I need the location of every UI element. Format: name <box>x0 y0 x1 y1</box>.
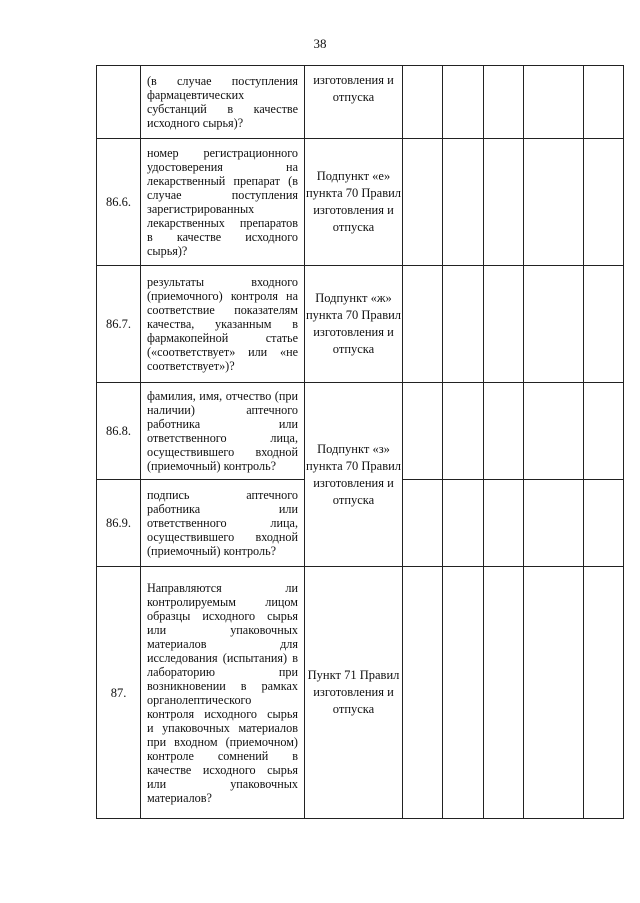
answer-cell <box>524 139 584 266</box>
question-line: осуществившего входной <box>147 445 298 459</box>
question-line: (приемочного) контроля на <box>147 289 298 303</box>
question-line: соответствует»)? <box>147 359 235 373</box>
answer-cell <box>443 66 484 139</box>
question-line: работника или <box>147 502 298 516</box>
question-line: подпись аптечного <box>147 488 298 502</box>
answer-cell <box>443 567 484 819</box>
question-line: сырья)? <box>147 244 188 258</box>
question-text <box>141 139 305 266</box>
question-text <box>141 480 305 567</box>
question-text <box>141 567 305 819</box>
question-line: в качестве исходного <box>147 230 298 244</box>
answer-cell <box>443 480 484 567</box>
question-line: контролируемым лицом <box>147 594 298 609</box>
item-number: 86.7. <box>97 266 141 383</box>
answer-cell <box>484 139 524 266</box>
answer-cell <box>403 383 443 480</box>
checklist-table <box>96 65 624 819</box>
question-line: (в случае поступления <box>147 74 298 88</box>
question-line: возникновении в рамках <box>147 678 298 693</box>
answer-cell <box>584 266 624 383</box>
question-line: контроле сомнений в <box>147 748 298 763</box>
legal-reference: изготовления и отпуска <box>305 66 403 139</box>
question-line: фармацевтических <box>147 88 245 102</box>
question-line: («соответствует» или «не <box>147 345 298 359</box>
question-line: лекарственных препаратов <box>147 216 298 230</box>
question-line: (приемочный) контроль? <box>147 544 277 558</box>
item-number: 86.6. <box>97 139 141 266</box>
table-row <box>97 567 624 819</box>
answer-cell <box>524 266 584 383</box>
question-line: материалов для <box>147 636 298 651</box>
question-line: органолептического <box>147 692 252 707</box>
answer-cell <box>443 266 484 383</box>
question-line: образцы исходного сырья <box>147 608 298 623</box>
answer-cell <box>403 139 443 266</box>
question-line: исследования (испытания) в <box>147 650 298 665</box>
answer-cell <box>524 480 584 567</box>
question-line: и упаковочных материалов <box>147 720 298 735</box>
question-line: номер регистрационного <box>147 146 298 160</box>
item-number: 87. <box>97 567 141 819</box>
answer-cell <box>484 266 524 383</box>
question-line: осуществившего входной <box>147 530 298 544</box>
answer-cell <box>443 139 484 266</box>
answer-cell <box>403 266 443 383</box>
item-number: 86.8. <box>97 383 141 480</box>
question-line: лабораторию при <box>147 664 298 679</box>
question-line: удостоверения на <box>147 160 298 174</box>
question-line: или упаковочных <box>147 622 298 637</box>
legal-reference: Подпункт «з» пункта 70 Правил изготовления и отпуска <box>305 383 403 567</box>
question-line: ответственного лица, <box>147 516 298 530</box>
answer-cell <box>484 66 524 139</box>
question-line: субстанций в качестве <box>147 102 298 116</box>
answer-cell <box>524 567 584 819</box>
question-line: контроля исходного сырья <box>147 706 298 721</box>
question-line: случае поступления <box>147 188 298 202</box>
item-number: 86.9. <box>97 480 141 567</box>
question-line: исходного сырья)? <box>147 116 244 130</box>
question-line: результаты входного <box>147 275 298 289</box>
table-row <box>97 383 624 480</box>
answer-cell <box>484 567 524 819</box>
legal-reference: Подпункт «е» пункта 70 Правил изготовления и отпуска <box>305 139 403 266</box>
question-line: фамилия, имя, отчество (при <box>147 389 298 403</box>
question-line: ответственного лица, <box>147 431 298 445</box>
answer-cell <box>524 383 584 480</box>
answer-cell <box>584 66 624 139</box>
table-row <box>97 266 624 383</box>
table-row <box>97 139 624 266</box>
answer-cell <box>403 66 443 139</box>
answer-cell <box>484 383 524 480</box>
question-line: наличии) аптечного <box>147 403 298 417</box>
table-row <box>97 66 624 139</box>
page-number: 38 <box>313 36 327 51</box>
question-line: при входном (приемочном) <box>147 734 298 749</box>
legal-reference: Пункт 71 Правил изготовления и отпуска <box>305 567 403 819</box>
question-line: (приемочный) контроль? <box>147 459 277 473</box>
question-line: материалов? <box>147 790 212 805</box>
question-line: Направляются ли <box>147 580 298 595</box>
answer-cell <box>584 480 624 567</box>
answer-cell <box>443 383 484 480</box>
answer-cell <box>584 139 624 266</box>
answer-cell <box>484 480 524 567</box>
answer-cell <box>584 567 624 819</box>
question-line: качества, указанным в <box>147 317 298 331</box>
answer-cell <box>524 66 584 139</box>
question-line: лекарственный препарат (в <box>147 174 298 188</box>
answer-cell <box>584 383 624 480</box>
question-line: работника или <box>147 417 298 431</box>
question-line: зарегистрированных <box>147 202 255 216</box>
question-line: или упаковочных <box>147 776 298 791</box>
question-text <box>141 266 305 383</box>
question-text <box>141 66 305 139</box>
question-line: соответствие показателям <box>147 303 298 317</box>
question-text <box>141 383 305 480</box>
answer-cell <box>403 480 443 567</box>
answer-cell <box>403 567 443 819</box>
question-line: качестве исходного сырья <box>147 762 298 777</box>
legal-reference: Подпункт «ж» пункта 70 Правил изготовления и отпуска <box>305 266 403 383</box>
question-line: фармакопейной статье <box>147 331 298 345</box>
item-number <box>97 66 141 139</box>
